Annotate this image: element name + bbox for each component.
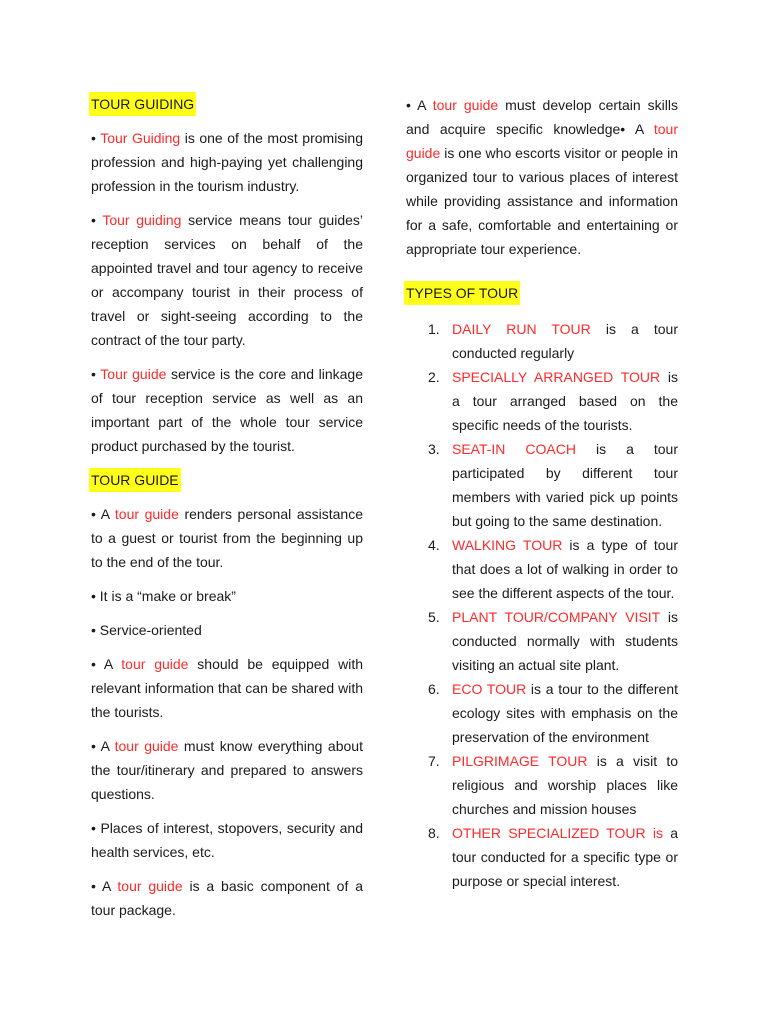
paragraph-text: service means tour guides’ reception services on behalf of the appointed travel and tour agency to receive or accompany tourist in their process of travel or sight-seeing according to the contract of the tour party.	[91, 212, 364, 348]
list-number: 5.	[428, 609, 440, 625]
list-number: 7.	[428, 753, 440, 769]
tour-type-name: DAILY RUN TOUR	[452, 321, 591, 337]
tour-type-description: is a tour participated by different tour members with varied pick up points but going to the same destination.	[452, 441, 678, 529]
left-column	[91, 92, 363, 932]
paragraph-text: renders personal assistance to a guest or tourist from the beginning up to the end of the tour.	[91, 506, 363, 570]
section-heading-tour-guiding: TOUR GUIDING	[89, 92, 196, 116]
list-number: 3.	[428, 441, 440, 457]
paragraph-text: must know everything about the tour/itinerary and prepared to answers questions.	[91, 738, 363, 802]
bullet: • A	[406, 97, 433, 113]
highlight-term: tour guide	[117, 878, 183, 894]
section-heading-tour-guide: TOUR GUIDE	[89, 468, 181, 492]
paragraph	[91, 502, 363, 574]
tour-type-description: is conducted normally with students visiting an actual site plant.	[452, 609, 678, 673]
highlight-term: tour guide	[432, 97, 499, 113]
highlight-term: tour guide	[406, 121, 678, 161]
tour-type-description: is a tour to the different ecology sites with emphasis on the preservation of the environment	[452, 681, 678, 745]
highlight-term: Tour Guiding	[100, 130, 181, 146]
paragraph	[91, 362, 363, 458]
list-number: 8.	[428, 825, 440, 841]
paragraph: • Service-oriented	[91, 622, 202, 638]
highlight-term: Tour guiding	[102, 212, 182, 228]
paragraph	[91, 734, 363, 806]
paragraph-text: service is the core and linkage of tour reception service as well as an important part of the whole tour service product purchased by the tourist.	[91, 366, 363, 454]
tour-type-description: is a tour arranged based on the specific needs of the tourists.	[452, 369, 678, 433]
list-number: 6.	[428, 681, 440, 697]
tour-type-description: is a type of tour that does a lot of walking in order to see the different aspects of the tour.	[452, 537, 678, 601]
bullet: • A	[91, 656, 122, 672]
tour-type-name: PILGRIMAGE TOUR	[452, 753, 588, 769]
tour-type-name: PLANT TOUR/COMPANY VISIT	[452, 609, 660, 625]
bullet: •	[91, 212, 103, 228]
paragraph	[91, 126, 363, 198]
list-item	[406, 821, 678, 893]
list-number: 4.	[428, 537, 440, 553]
highlight-term: tour guide	[121, 656, 189, 672]
highlight-term: Tour guide	[100, 366, 167, 382]
bullet: • A	[91, 878, 118, 894]
list-item	[406, 533, 678, 605]
list-item	[406, 365, 678, 437]
list-item	[406, 605, 678, 677]
paragraph	[91, 208, 363, 352]
highlight-term: tour guide	[114, 506, 179, 522]
tour-types-list	[406, 317, 678, 893]
tour-type-name: ECO TOUR	[452, 681, 527, 697]
bullet: •	[91, 366, 101, 382]
tour-type-description: is a tour conducted regularly	[452, 321, 678, 361]
list-item	[406, 749, 678, 821]
list-item	[406, 677, 678, 749]
tour-type-name: SEAT-IN COACH	[452, 441, 576, 457]
section-heading-types-of-tour: TYPES OF TOUR	[404, 281, 520, 305]
bullet: • A	[91, 506, 115, 522]
paragraph-text: is one who escorts visitor or people in organized tour to various places of interest while providing assistance and information for a safe, comfortable and entertaining or appropriate tour experience.	[406, 145, 678, 257]
paragraph	[91, 652, 363, 724]
tour-type-name: SPECIALLY ARRANGED TOUR	[452, 369, 661, 385]
paragraph-text: is one of the most promising profession and high-paying yet challenging profession in the tourism industry.	[91, 130, 363, 194]
list-item	[406, 437, 678, 533]
list-item	[406, 317, 678, 365]
paragraph: • Places of interest, stopovers, security and health services, etc.	[91, 820, 363, 860]
paragraph: • It is a “make or break”	[91, 588, 236, 604]
tour-type-name: WALKING TOUR	[452, 537, 563, 553]
paragraph-text: is a basic component of a tour package.	[91, 878, 363, 918]
bullet: • A	[91, 738, 115, 754]
paragraph-text: should be equipped with relevant information that can be shared with the tourists.	[91, 656, 363, 720]
tour-type-name: OTHER SPECIALIZED TOUR is	[452, 825, 663, 841]
list-number: 1.	[428, 321, 440, 337]
paragraph	[406, 93, 678, 261]
right-column	[406, 93, 678, 893]
bullet: •	[91, 130, 101, 146]
highlight-term: tour guide	[114, 738, 179, 754]
paragraph	[91, 874, 363, 922]
list-number: 2.	[428, 369, 440, 385]
tour-type-description: is a visit to religious and worship places like churches and mission houses	[452, 753, 678, 817]
paragraph-text: must develop certain skills and acquire specific knowledge• A	[406, 97, 678, 137]
tour-type-description: a tour conducted for a specific type or purpose or special interest.	[452, 825, 678, 889]
